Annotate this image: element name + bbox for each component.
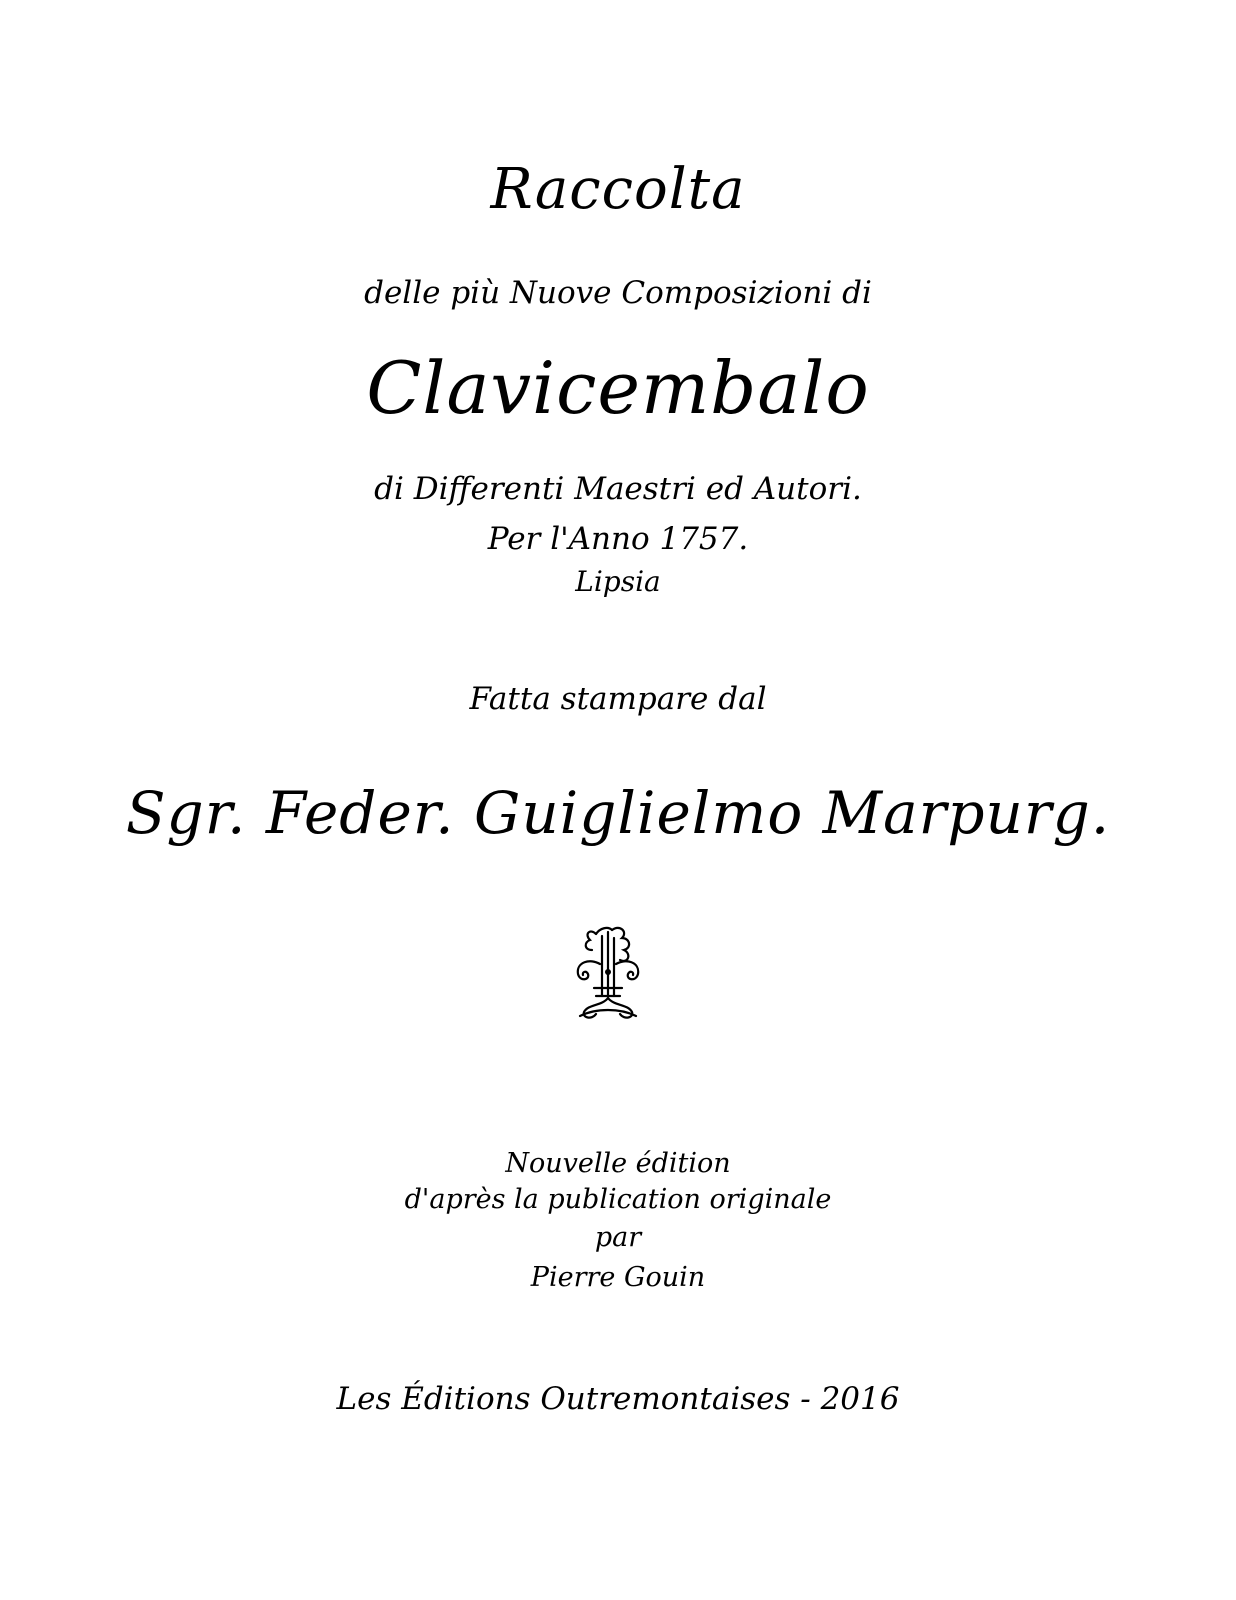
subtitle-line-2: di Differenti Maestri ed Autori. — [374, 471, 862, 507]
title: Raccolta — [490, 157, 746, 222]
edition-line-1: Nouvelle édition — [505, 1148, 731, 1179]
subtitle-line-1: delle più Nuove Composizioni di — [364, 275, 872, 311]
place-line: Lipsia — [575, 565, 661, 598]
edition-line-3: par — [594, 1222, 642, 1253]
edition-line-2: d'après la publication originale — [404, 1184, 832, 1215]
lyre-ornament-icon — [566, 924, 650, 1024]
editor-name: Pierre Gouin — [530, 1262, 706, 1293]
printed-by-line: Fatta stampare dal — [469, 681, 767, 717]
year-line: Per l'Anno 1757. — [487, 521, 749, 557]
instrument-heading: Clavicembalo — [366, 346, 870, 430]
author-name: Sgr. Feder. Guiglielmo Marpurg. — [125, 779, 1111, 847]
publisher-line: Les Éditions Outremontaises - 2016 — [336, 1381, 900, 1417]
